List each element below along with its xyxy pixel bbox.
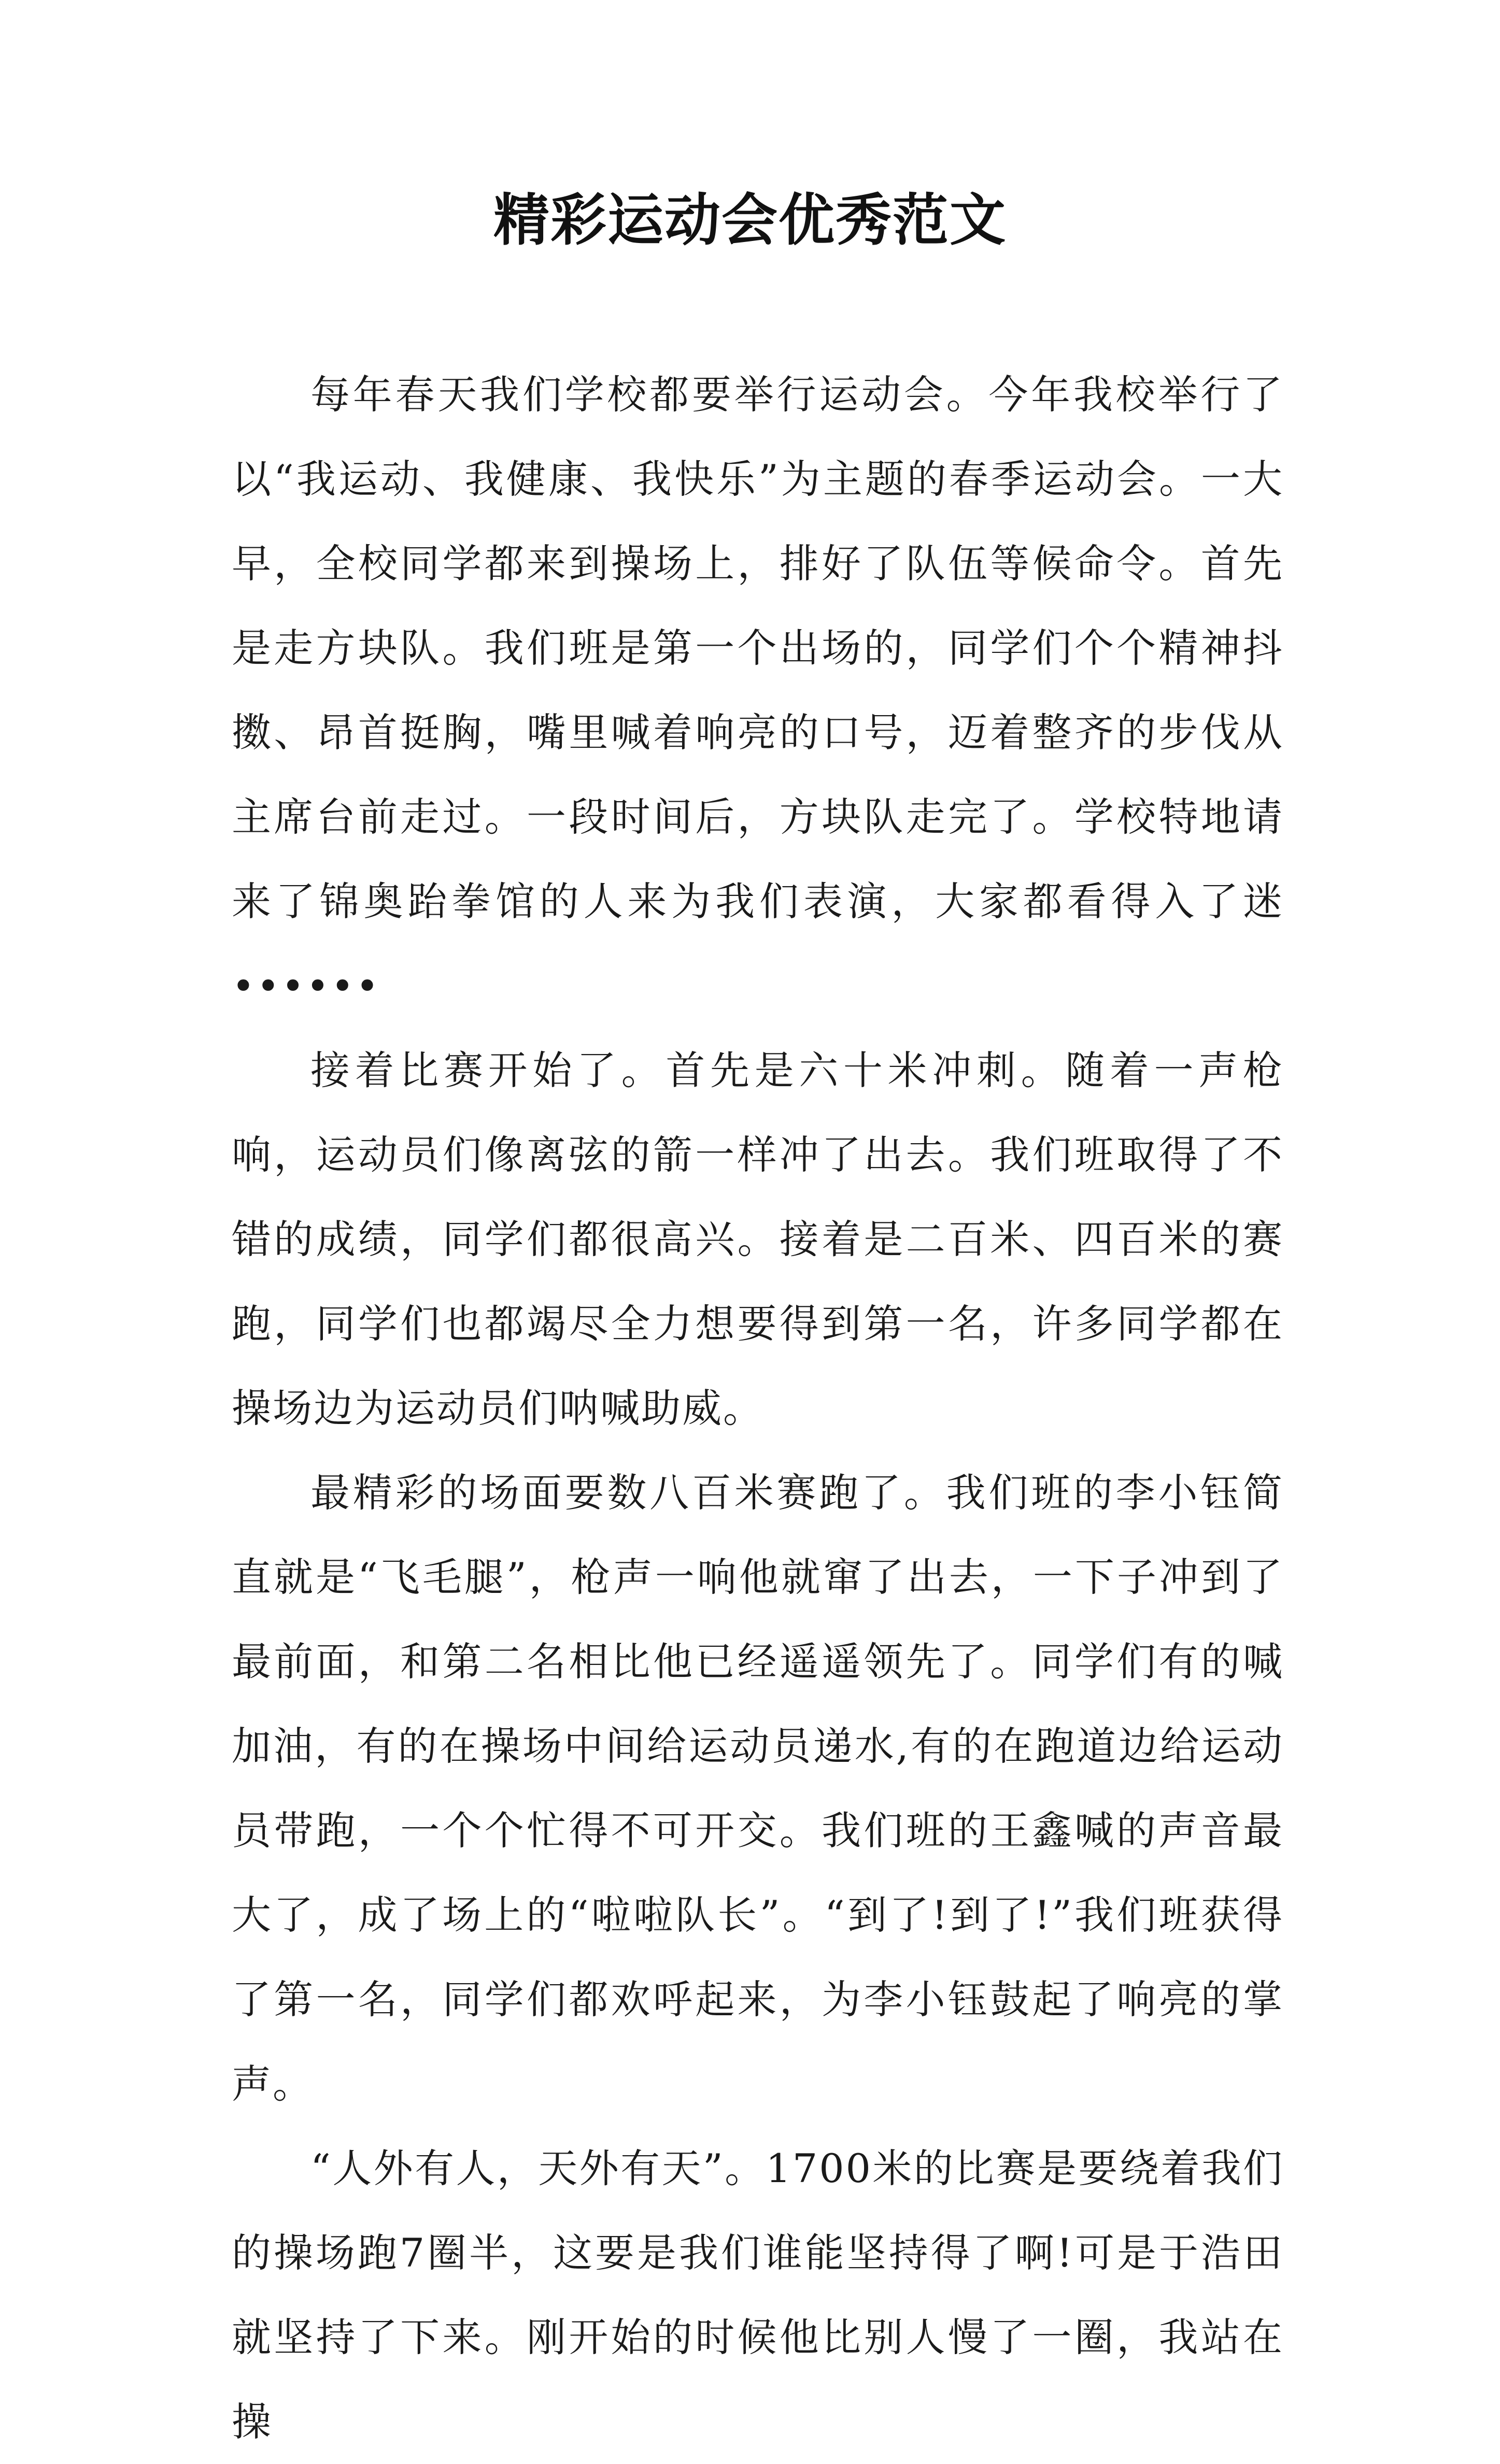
paragraph-1: 每年春天我们学校都要举行运动会。今年我校举行了以“我运动、我健康、我快乐”为主题的春季运动会。一大早，全校同学都来到操场上，排好了队伍等候命令。首先是走方块队。我们班是第一个出场的，同学们个个精神抖擞、昂首挺胸，嘴里喊着响亮的口号，迈着整齐的步伐从主席台前走过。一段时间后，方块队走完了。学校特地请来了锦奥跆拳馆的人来为我们表演，大家都看得入了迷•••••• [232, 372, 1284, 1009]
paragraph-4: “人外有人，天外有天”。1700米的比赛是要绕着我们的操场跑7圈半，这要是我们谁能坚持得了啊!可是于浩田就坚持了下来。刚开始的时候他比别人慢了一圈，我站在操 [232, 2145, 1284, 2445]
paragraph-2: 接着比赛开始了。首先是六十米冲刺。随着一声枪响，运动员们像离弦的箭一样冲了出去。我们班取得了不错的成绩，同学们都很高兴。接着是二百米、四百米的赛跑，同学们也都竭尽全力想要得到第一名，许多同学都在操场边为运动员们呐喊助威。 [232, 1047, 1284, 1431]
paragraph-3: 最精彩的场面要数八百米赛跑了。我们班的李小钰简直就是“飞毛腿”，枪声一响他就窜了出去，一下子冲到了最前面，和第二名相比他已经遥遥领先了。同学们有的喊加油，有的在操场中间给运动员递水,有的在跑道边给运动员带跑，一个个忙得不可开交。我们班的王鑫喊的声音最大了，成了场上的“啦啦队长”。“到了!到了!”我们班获得了第一名，同学们都欢呼起来，为李小钰鼓起了响亮的掌声。 [232, 1470, 1284, 2107]
document-title: 精彩运动会优秀范文 [493, 188, 1007, 253]
document-body [232, 352, 1284, 2464]
